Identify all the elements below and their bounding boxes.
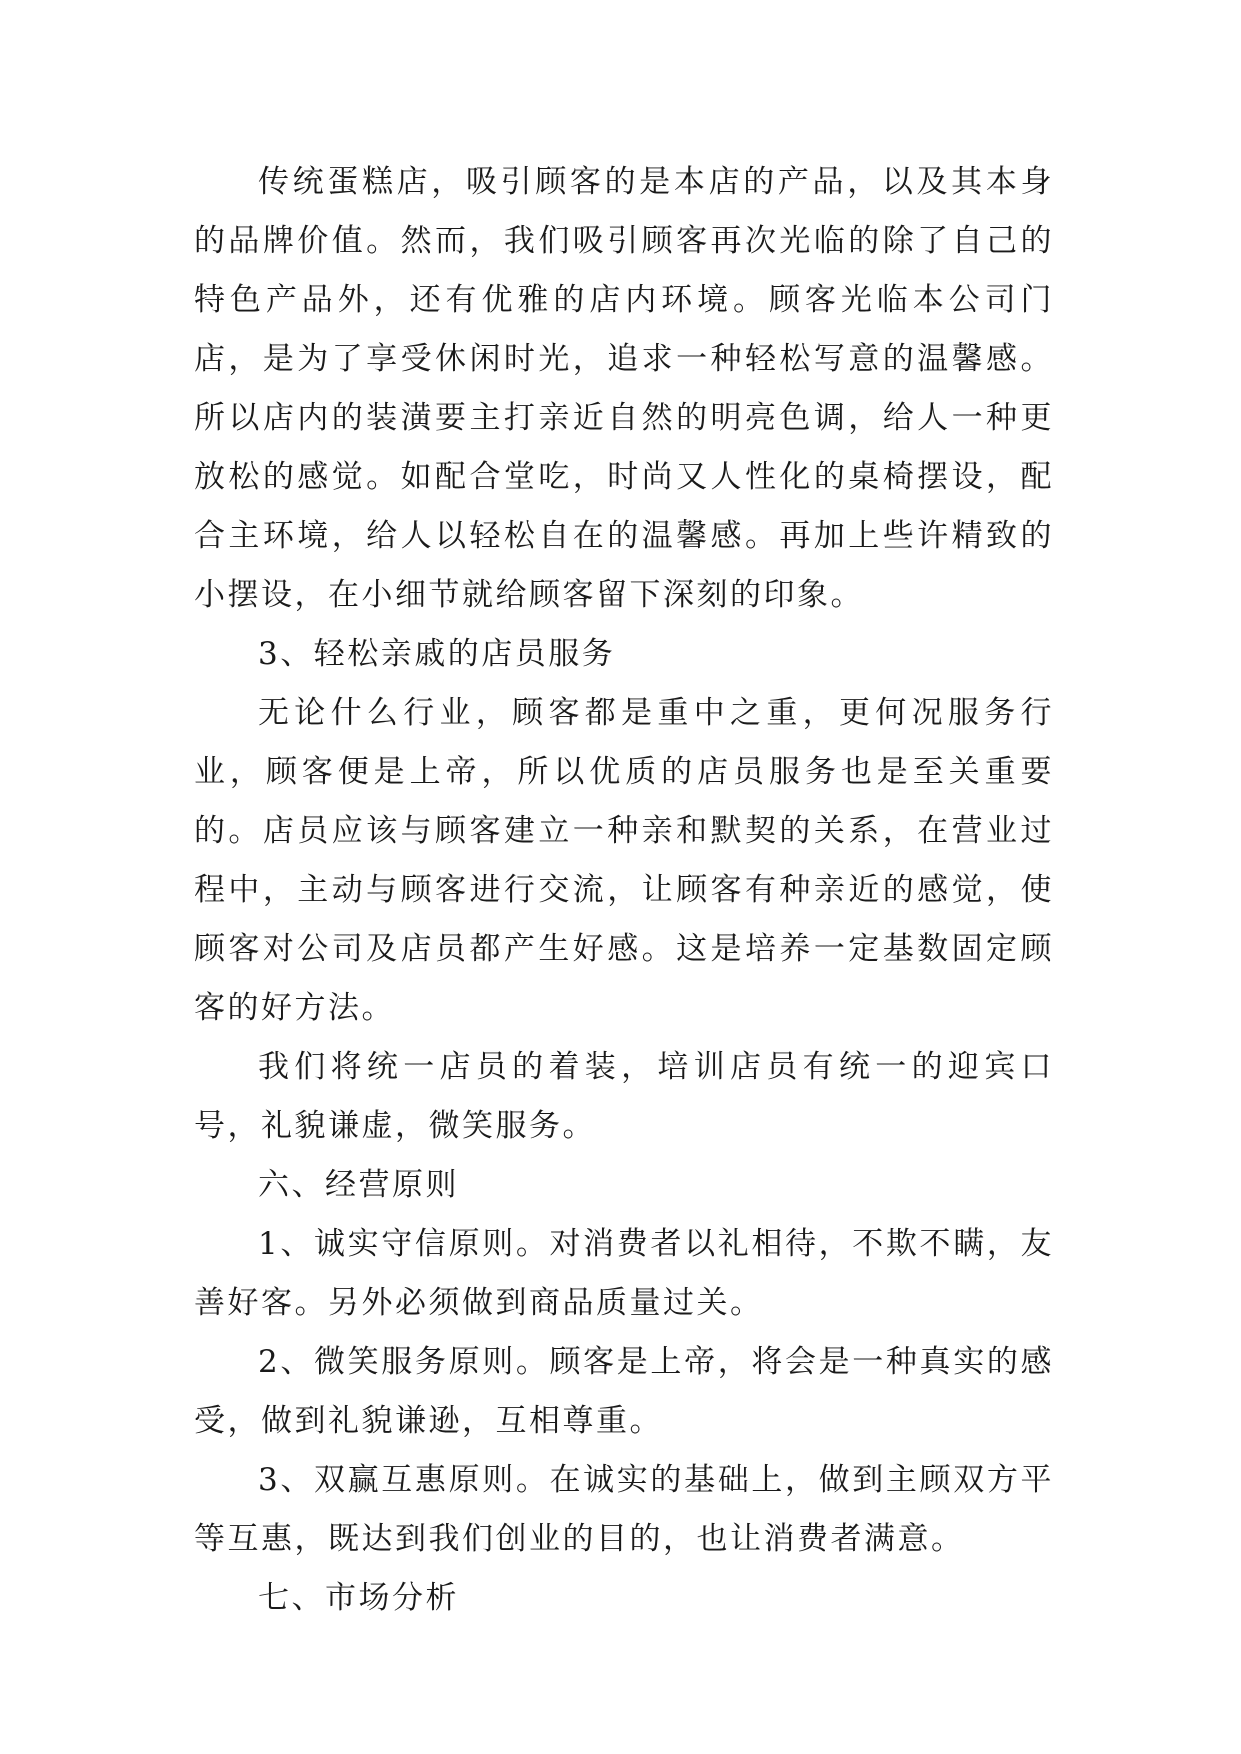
paragraph-principle-honesty: 1、诚实守信原则。对消费者以礼相待，不欺不瞒，友善好客。另外必须做到商品质量过关。: [194, 1226, 1054, 1321]
section-heading-staff-service: 3、轻松亲戚的店员服务: [258, 636, 616, 672]
paragraph-customer-relations: 无论什么行业，顾客都是重中之重，更何况服务行业，顾客便是上帝，所以优质的店员服务也是至关重要的。店员应该与顾客建立一种亲和默契的关系，在营业过程中，主动与顾客进行交流，让顾客有种亲近的感觉，使顾客对公司及店员都产生好感。这是培养一定基数固定顾客的好方法。: [194, 695, 1054, 1026]
section-heading-business-principles: 六、经营原则: [258, 1167, 459, 1203]
paragraph-principle-win-win: 3、双赢互惠原则。在诚实的基础上，做到主顾双方平等互惠，既达到我们创业的目的，也让消费者满意。: [194, 1462, 1054, 1557]
section-heading-market-analysis: 七、市场分析: [258, 1580, 459, 1616]
paragraph-principle-smile-service: 2、微笑服务原则。顾客是上帝，将会是一种真实的感受，做到礼貌谦逊，互相尊重。: [194, 1344, 1054, 1439]
paragraph-store-environment: 传统蛋糕店，吸引顾客的是本店的产品，以及其本身的品牌价值。然而，我们吸引顾客再次光临的除了自己的特色产品外，还有优雅的店内环境。顾客光临本公司门店，是为了享受休闲时光，追求一种轻松写意的温馨感。所以店内的装潢要主打亲近自然的明亮色调，给人一种更放松的感觉。如配合堂吃，时尚又人性化的桌椅摆设，配合主环境，给人以轻松自在的温馨感。再加上些许精致的小摆设，在小细节就给顾客留下深刻的印象。: [194, 164, 1054, 613]
document-body: [194, 153, 1054, 1628]
paragraph-staff-uniform: 我们将统一店员的着装，培训店员有统一的迎宾口号，礼貌谦虚，微笑服务。: [194, 1049, 1054, 1144]
